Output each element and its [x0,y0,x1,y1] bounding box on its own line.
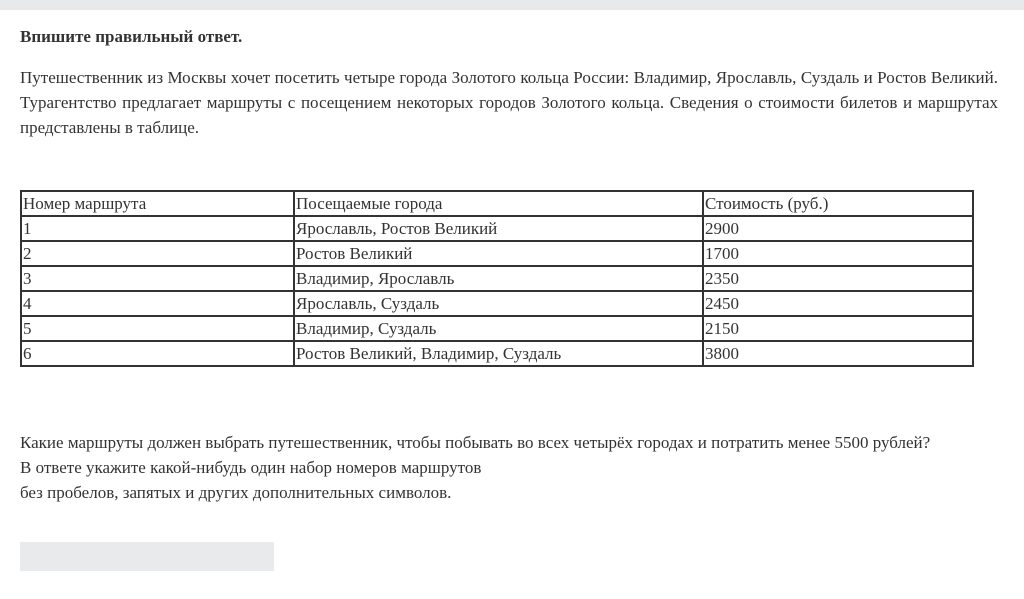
table-row [21,316,973,341]
table-row [21,291,973,316]
header-route-number: Номер маршрута [21,191,294,216]
answer-input[interactable] [20,542,274,571]
header-cost: Стоимость (руб.) [703,191,973,216]
cities-cell: Владимир, Ярославль [294,266,703,291]
table-header-row [21,191,973,216]
header-visited-cities: Посещаемые города [294,191,703,216]
route-number-cell: 2 [21,241,294,266]
table-row [21,341,973,366]
route-number-cell: 1 [21,216,294,241]
cities-cell: Ярославль, Суздаль [294,291,703,316]
cost-cell: 2150 [703,316,973,341]
cities-cell: Ростов Великий, Владимир, Суздаль [294,341,703,366]
table-row [21,266,973,291]
top-strip [0,0,1024,10]
task-content [20,24,998,140]
route-number-cell: 4 [21,291,294,316]
cities-cell: Ярославль, Ростов Великий [294,216,703,241]
cost-cell: 3800 [703,341,973,366]
cost-cell: 1700 [703,241,973,266]
question-line-3: без пробелов, запятых и других дополнительных символов. [20,483,452,502]
cities-cell: Владимир, Суздаль [294,316,703,341]
cities-cell: Ростов Великий [294,241,703,266]
table-row [21,241,973,266]
question-text [20,430,1010,505]
question-line-1: Какие маршруты должен выбрать путешественник, чтобы побывать во всех четырёх городах и потратить менее 5500 рублей? [20,433,931,452]
routes-table [20,190,974,367]
table-row [21,216,973,241]
route-number-cell: 5 [21,316,294,341]
task-instruction: Впишите правильный ответ. [20,27,243,46]
cost-cell: 2450 [703,291,973,316]
cost-cell: 2350 [703,266,973,291]
cost-cell: 2900 [703,216,973,241]
route-number-cell: 3 [21,266,294,291]
question-line-2: В ответе укажите какой-нибудь один набор номеров маршрутов [20,458,482,477]
route-number-cell: 6 [21,341,294,366]
problem-text: Путешественник из Москвы хочет посетить четыре города Золотого кольца России: Владимир, Ярославль, Суздаль и Ростов Великий. Турагентство предлагает маршруты с посещением некоторых городов Золотого кольца. Сведения о стоимости билетов и маршрутах представлены в таблице. [20,68,998,137]
